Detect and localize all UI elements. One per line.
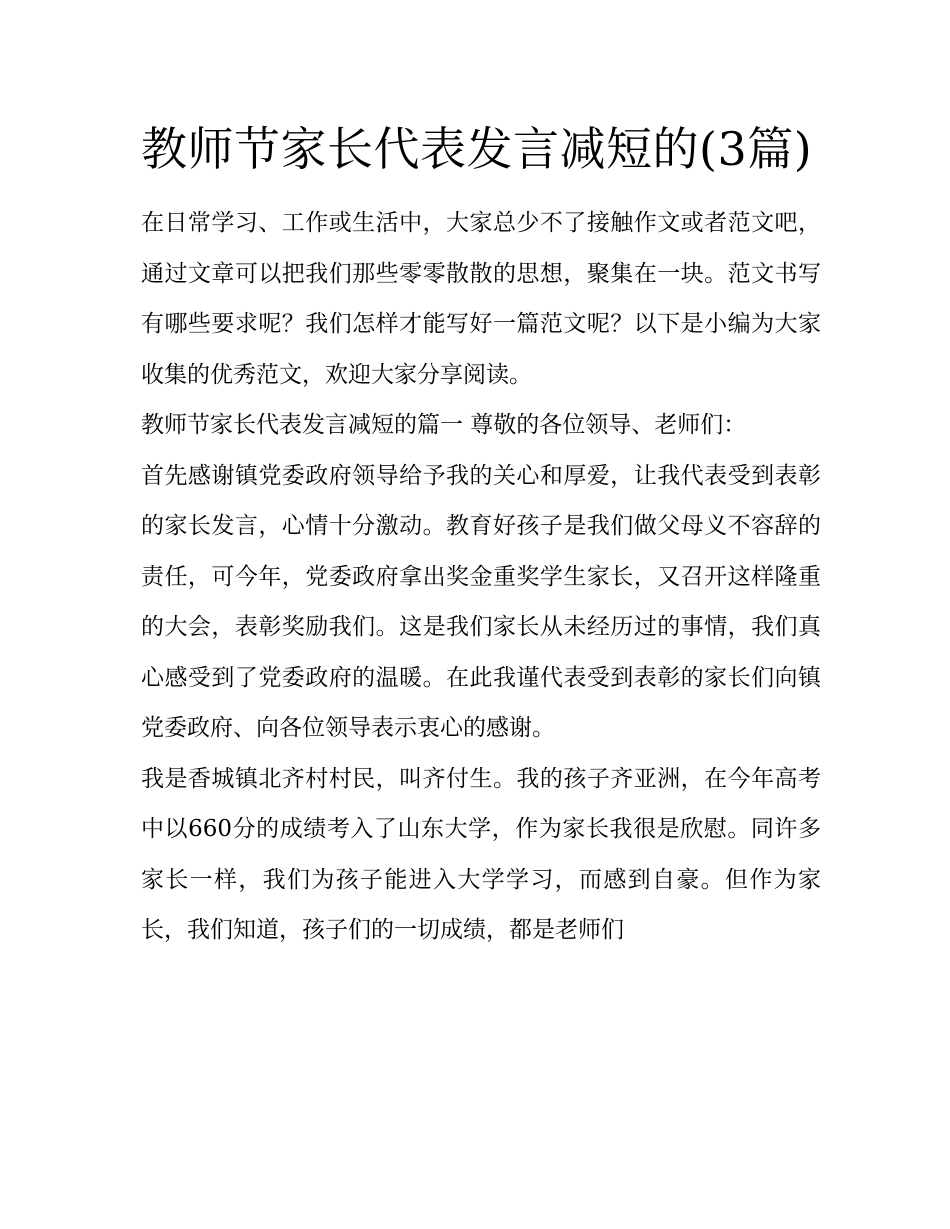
paragraph-intro: 在日常学习、工作或生活中，大家总少不了接触作文或者范文吧，通过文章可以把我们那些零零散散的思想，聚集在一块。范文书写有哪些要求呢？我们怎样才能写好一篇范文呢？以下是小编为大家收集的优秀范文，欢迎大家分享阅读。 [141,210,821,388]
document-body [141,112,821,956]
paragraph-salutation: 教师节家长代表发言减短的篇一 尊敬的各位领导、老师们： [141,412,747,438]
paragraph-self-intro: 我是香城镇北齐村村民，叫齐付生。我的孩子齐亚洲，在今年高考中以660分的成绩考入了山东大学，作为家长我很是欣慰。同许多家长一样，我们为孩子能进入大学学习，而感到自豪。但作为家长，我们知道，孩子们的一切成绩，都是老师们 [141,765,821,943]
document-title: 教师节家长代表发言减短的(3篇) [141,122,813,176]
paragraph-thanks: 首先感谢镇党委政府领导给予我的关心和厚爱，让我代表受到表彰的家长发言，心情十分激动。教育好孩子是我们做父母义不容辞的责任，可今年，党委政府拿出奖金重奖学生家长，又召开这样隆重的大会，表彰奖励我们。这是我们家长从未经历过的事情，我们真心感受到了党委政府的温暖。在此我谨代表受到表彰的家长们向镇党委政府、向各位领导表示衷心的感谢。 [141,462,821,741]
